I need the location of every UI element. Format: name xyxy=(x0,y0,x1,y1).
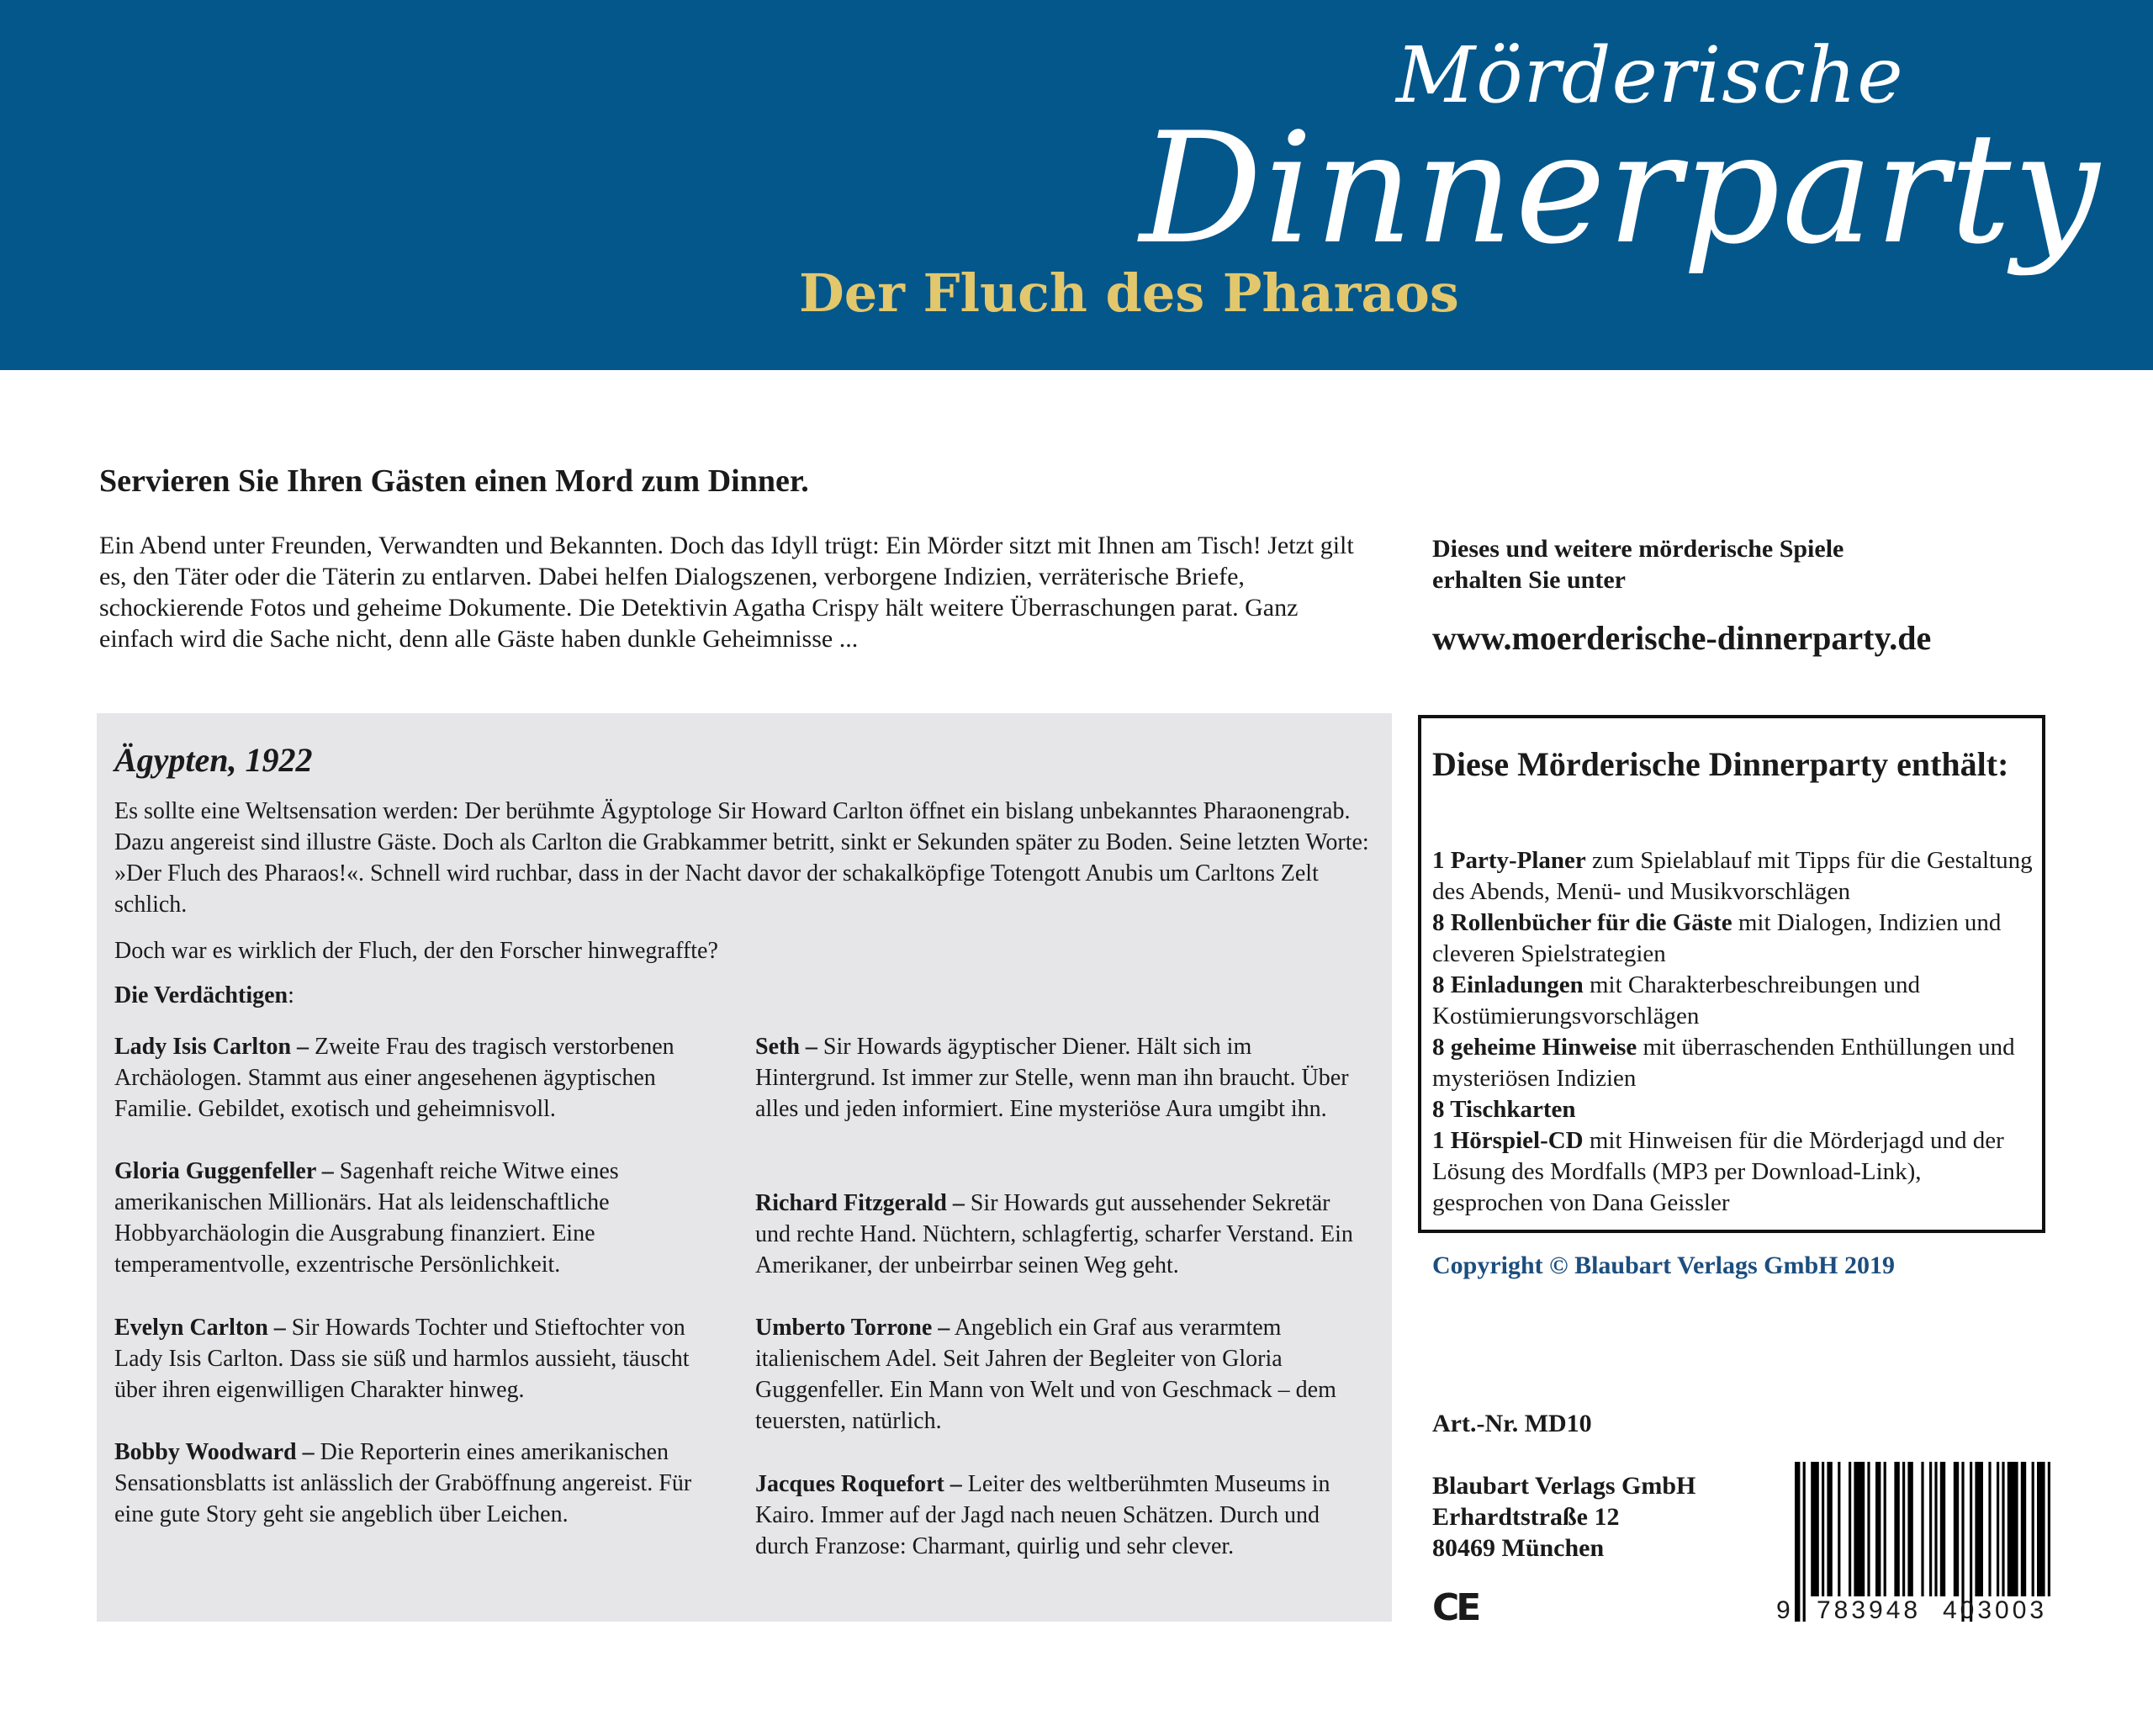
barcode-bar xyxy=(2021,1462,2026,1596)
barcode-bar xyxy=(1902,1462,1905,1596)
contents-item-label: 1 Hörspiel-CD xyxy=(1432,1127,1584,1154)
story-title: Ägypten, 1922 xyxy=(114,741,313,779)
barcode-bar xyxy=(1975,1462,1983,1596)
story-paragraph-1: Es sollte eine Weltsensation werden: Der berühmte Ägyptologe Sir Howard Carlton öffnet ein bislang unbekanntes Pharaonengrab. Dazu angereist sind illustre Gäste. Doch als Carlton die Grabkammer betritt, sinkt er Sekunden später zu Boden. Seine letzten Worte: »Der Fluch des Pharaos!«. Schnell wird ruchbar, dass in der Nacht davor der schakalköpfige Totengott Anubis um Carltons Zelt schlich. xyxy=(114,798,1369,918)
headline: Servieren Sie Ihren Gästen einen Mord zum Dinner. xyxy=(99,463,809,499)
contents-item xyxy=(1432,970,2038,1032)
contents-item-text: mit Dialogen, Indizien und cleveren Spielstrategien xyxy=(1432,909,2002,967)
brand-title-line1: Mörderische xyxy=(1396,30,1904,120)
barcode-bar xyxy=(2048,1462,2050,1596)
barcode-bar xyxy=(1867,1462,1870,1596)
title-banner xyxy=(0,0,2153,370)
barcode-bar xyxy=(1854,1462,1865,1596)
brand-title-line2: Dinnerparty xyxy=(1140,99,2102,278)
barcode-bar xyxy=(1954,1462,1959,1596)
suspects-heading-colon: : xyxy=(288,982,294,1008)
suspect-description: Leiter des weltberühmten Museums in Kairo. Immer auf der Jagd nach neuen Schätzen. Durch und durch Franzose: Charmant, quirlig und sehr clever. xyxy=(755,1471,1330,1559)
barcode-bar xyxy=(1997,1462,1999,1596)
barcode-digit-first: 9 xyxy=(1776,1596,1791,1624)
contents-item-label: 8 Rollenbücher für die Gäste xyxy=(1432,909,1732,936)
barcode-bar xyxy=(1940,1462,1945,1596)
barcode-bar xyxy=(1795,1462,1800,1622)
contents-item xyxy=(1432,1032,2038,1094)
ce-mark-icon: CE xyxy=(1432,1586,1479,1629)
barcode-bar xyxy=(1822,1462,1824,1596)
brand-subtitle: Der Fluch des Pharaos xyxy=(799,262,1459,324)
suspect-name: Seth – xyxy=(755,1034,817,1060)
suspect-name: Evelyn Carlton – xyxy=(114,1315,286,1341)
contents-item-label: 1 Party-Planer xyxy=(1432,847,1586,874)
suspect-name: Umberto Torrone – xyxy=(755,1315,950,1341)
story-paragraph-2: Doch war es wirklich der Fluch, der den Forscher hinwegraffte? xyxy=(114,938,718,964)
suspect-entry xyxy=(114,1312,720,1405)
barcode-bar xyxy=(1988,1462,1991,1596)
suspect-entry xyxy=(755,1031,1361,1125)
contents-item-label: 8 Einladungen xyxy=(1432,971,1584,998)
barcode-bar xyxy=(1894,1462,1899,1596)
contents-item-text: mit überraschenden Enthüllungen und mysteriösen Indizien xyxy=(1432,1034,2015,1092)
website-link[interactable]: www.moerderische-dinnerparty.de xyxy=(1432,619,1932,657)
promo-line2: erhalten Sie unter xyxy=(1432,566,1626,594)
barcode-bar xyxy=(1803,1462,1806,1622)
contents-title: Diese Mörderische Dinnerparty enthält: xyxy=(1432,745,2009,783)
contents-item-label: 8 geheime Hinweise xyxy=(1432,1034,1637,1061)
barcode-bar xyxy=(1884,1462,1886,1596)
suspect-entry xyxy=(755,1469,1361,1562)
contents-item xyxy=(1432,1125,2038,1219)
suspect-name: Jacques Roquefort – xyxy=(755,1471,962,1497)
suspect-name: Gloria Guggenfeller – xyxy=(114,1158,334,1184)
barcode-bar xyxy=(2037,1462,2045,1596)
suspect-entry xyxy=(114,1156,720,1280)
suspect-description: Angeblich ein Graf aus verarmtem italienischem Adel. Seit Jahren der Begleiter von Gloria Guggenfeller. Ein Mann von Welt und von Geschmack – dem teuersten, natürlich. xyxy=(755,1315,1336,1434)
barcode-bar xyxy=(1849,1462,1851,1596)
suspect-entry xyxy=(114,1437,720,1530)
suspect-entry xyxy=(114,1031,720,1125)
barcode-bar xyxy=(2002,1462,2004,1596)
contents-item-label: 8 Tischkarten xyxy=(1432,1096,1576,1123)
publisher-address xyxy=(1432,1470,1695,1564)
suspect-name: Lady Isis Carlton – xyxy=(114,1034,309,1060)
intro-text: Ein Abend unter Freunden, Verwandten und Bekannten. Doch das Idyll trügt: Ein Mörder sitzt mit Ihnen am Tisch! Jetzt gilt es, den Täter oder die Täterin zu entlarven. Dabei helfen Dialogszenen, verborgene Indizien, verräterische Briefe, schockierende Fotos und geheime Dokumente. Die Detektivin Agatha Crispy hält weitere Überraschungen parat. Ganz einfach wird die Sache nicht, denn alle Gäste haben dunkle Geheimnisse ... xyxy=(99,532,1354,653)
barcode-bar xyxy=(1838,1462,1840,1596)
publisher-name: Blaubart Verlags GmbH xyxy=(1432,1472,1696,1500)
contents-item xyxy=(1432,1094,2038,1125)
barcode-bar xyxy=(1811,1462,1819,1596)
contents-item xyxy=(1432,908,2038,970)
suspects-heading xyxy=(114,982,294,1009)
contents-item-text: zum Spielablauf mit Tipps für die Gestaltung des Abends, Menü- und Musikvorschlägen xyxy=(1432,847,2033,905)
suspect-description: Sir Howards ägyptischer Diener. Hält sich im Hintergrund. Ist immer zur Stelle, wenn man ihn braucht. Über alles und jeden informiert. Eine mysteriöse Aura umgibt ihn. xyxy=(755,1034,1349,1122)
suspect-name: Bobby Woodward – xyxy=(114,1439,315,1465)
promo-line1: Dieses und weitere mörderische Spiele xyxy=(1432,535,1844,563)
promo-text xyxy=(1432,533,1844,595)
barcode-bar xyxy=(1907,1462,1912,1596)
copyright-notice: Copyright © Blaubart Verlags GmbH 2019 xyxy=(1432,1252,1895,1279)
contents-item xyxy=(1432,845,2038,908)
barcode-bar xyxy=(1827,1462,1832,1596)
suspect-description: Die Reporterin eines amerikanischen Sensationsblatts ist anlässlich der Graböffnung angereist. Für eine gute Story geht sie angeblich über Leichen. xyxy=(114,1439,692,1527)
suspect-description: Sir Howards gut aussehender Sekretär und rechte Hand. Nüchtern, schlagfertig, scharfer Verstand. Ein Amerikaner, der unbeirrbar seinen Weg geht. xyxy=(755,1190,1353,1278)
contents-item-text: mit Charakterbeschreibungen und Kostümierungsvorschlägen xyxy=(1432,971,1920,1029)
suspects-heading-label: Die Verdächtigen xyxy=(114,982,288,1008)
suspect-name: Richard Fitzgerald – xyxy=(755,1190,965,1216)
barcode-bar xyxy=(1934,1462,1937,1596)
suspect-description: Sagenhaft reiche Witwe eines amerikanischen Millionärs. Hat als leidenschaftliche Hobbyarchäologin die Ausgrabung finanziert. Eine temperamentvolle, exzentrische Persönlichkeit. xyxy=(114,1158,619,1278)
barcode-bar xyxy=(2032,1462,2034,1596)
contents-list xyxy=(1432,845,2038,1219)
barcode-group-2: 403003 xyxy=(1943,1596,2048,1624)
suspect-entry xyxy=(755,1312,1361,1437)
publisher-street: Erhardtstraße 12 xyxy=(1432,1503,1620,1531)
barcode-bar xyxy=(1921,1462,1923,1596)
barcode-bar xyxy=(1875,1462,1881,1596)
barcode-bar xyxy=(1929,1462,1932,1596)
barcode-group-1: 783948 xyxy=(1817,1596,1922,1624)
publisher-city: 80469 München xyxy=(1432,1534,1605,1562)
suspect-description: Sir Howards Tochter und Stieftochter von Lady Isis Carlton. Dass sie süß und harmlos aussieht, täuscht über ihren eigenwilligen Charakter hinweg. xyxy=(114,1315,690,1403)
suspect-entry xyxy=(755,1188,1361,1281)
barcode-bar xyxy=(2008,1462,2018,1596)
contents-item-text: mit Hinweisen für die Mörderjagd und der Lösung des Mordfalls (MP3 per Download-Link), gesprochen von Dana Geissler xyxy=(1432,1127,2004,1216)
article-number: Art.-Nr. MD10 xyxy=(1432,1410,1592,1437)
suspect-description: Zweite Frau des tragisch verstorbenen Archäologen. Stammt aus einer angesehenen ägyptischen Familie. Gebildet, exotisch und geheimnisvoll. xyxy=(114,1034,674,1122)
